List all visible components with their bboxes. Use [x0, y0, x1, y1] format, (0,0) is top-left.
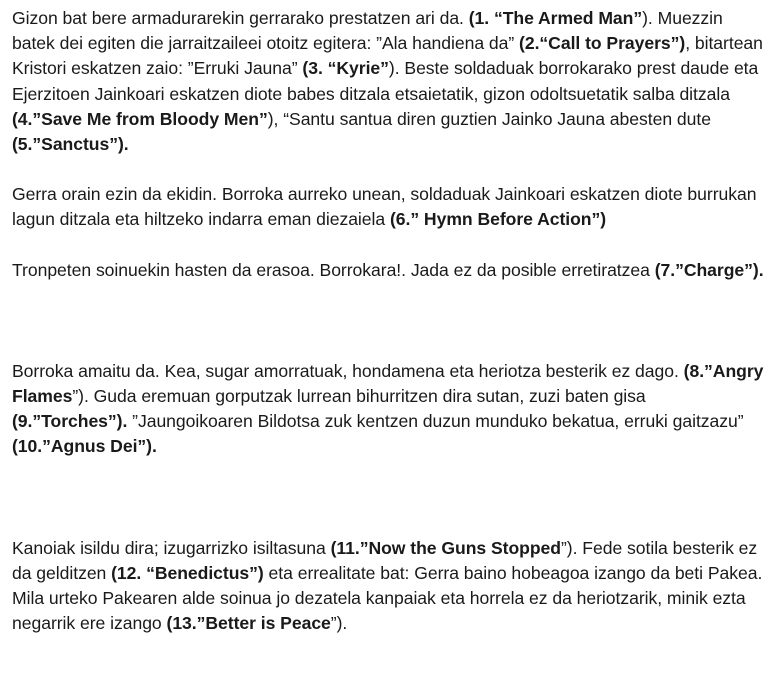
- text-segment: , bitartean Kristori eskatzen zaio: ”Erruki Jauna”: [12, 33, 763, 79]
- text-segment: Borroka amaitu da. Kea, sugar amorratuak, hondamena eta heriotza besterik ez dago.: [12, 360, 684, 381]
- track-reference: (6.” Hymn Before Action”): [389, 209, 607, 230]
- track-reference: (10.”Agnus Dei”).: [12, 436, 157, 457]
- text-segment: Kanoiak isildu dira; izugarrizko isiltasuna: [12, 537, 331, 558]
- paragraph-better-is-peace: [12, 536, 764, 637]
- track-reference: (4.”Save Me from Bloody Men”: [12, 108, 268, 129]
- track-reference: (13.”Better is Peace: [166, 613, 331, 634]
- track-reference: (1. “The Armed Man”: [468, 8, 643, 28]
- text-segment: ”). Fede sotila besterik ez da gelditzen: [12, 537, 758, 583]
- text-segment: Gizon bat bere armadurarekin gerrarako prestatzen ari da.: [12, 8, 469, 28]
- track-reference: (3. “Kyrie”: [302, 58, 389, 79]
- text-segment: Tronpeten soinuekin hasten da erasoa. Borrokara!. Jada ez da posible erretiratzea: [12, 259, 655, 280]
- text-segment: ”Jaungoikoaren Bildotsa zuk kentzen duzun munduko bekatua, erruki gaitzazu”: [127, 411, 744, 432]
- track-reference: (11.”Now the Guns Stopped: [330, 537, 561, 558]
- document-body: [12, 6, 764, 636]
- track-reference: (7.”Charge”).: [654, 259, 764, 280]
- text-segment: eta errealitate bat: Gerra baino hobeagoa izango da beti Pakea. Mila urteko Pakearen alde soinua jo dezatela kanpaiak eta horrela ez da heriotzarik, minik ezta negarrik ere izango: [12, 562, 763, 634]
- track-reference: (8.”Angry Flames: [12, 360, 764, 407]
- track-reference: (12. “Benedictus”): [111, 562, 264, 583]
- paragraph-hymn-before-action: [12, 182, 764, 232]
- text-segment: ”). Guda eremuan gorputzak lurrean bihurritzen dira sutan, zuzi baten gisa: [72, 386, 646, 407]
- paragraph-angry-flames: [12, 359, 764, 460]
- text-segment: ), “Santu santua diren guztien Jainko Jauna abesten dute: [267, 108, 711, 129]
- text-segment: ”).: [330, 613, 348, 634]
- track-reference: (2.“Call to Prayers”): [519, 33, 686, 54]
- paragraph-charge: [12, 258, 764, 283]
- paragraph-armed-man: [12, 6, 764, 157]
- text-segment: ). Beste soldaduak borrokarako prest daude eta Ejerzitoen Jainkoari eskatzen diote babes ditzala etsaietatik, gizon odoltsuetatik salba ditzala: [12, 58, 759, 104]
- text-segment: Gerra orain ezin da ekidin. Borroka aurreko unean, soldaduak Jainkoari eskatzen diote burrukan lagun ditzala eta hiltzeko indarra eman diezaiela: [12, 184, 757, 230]
- text-segment: ). Muezzin batek dei egiten die jarraitzaileei otoitz egitera: ”Ala handiena da”: [12, 8, 723, 54]
- track-reference: (9.”Torches”).: [12, 411, 128, 432]
- track-reference: (5.”Sanctus”).: [12, 134, 129, 155]
